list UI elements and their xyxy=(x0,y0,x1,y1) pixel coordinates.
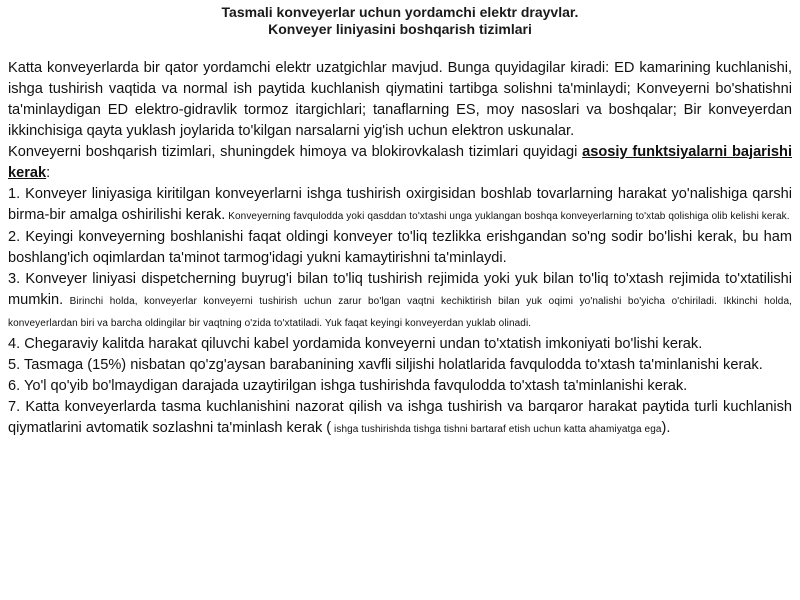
list-item-2-text: 2. Keyingi konveyerning boshlanishi faqat oldingi konveyer to'liq tezlikka erishgandan so'ng sodir bo'lishi kerak, bu ham boshlang'ich oqimlardan ta'minot tarmog'idagi yukni kamaytirishni ta'minlaydi. xyxy=(8,229,792,266)
list-item-3-note: Birinchi holda, konveyerlar konveyerni tushirish uchun zarur bo'lgan vaqtni kechiktirish bilan yuk oqimi yo'nalishi bo'yicha o'chiriladi. Ikkinchi holda, konveyerlardan biri va barcha oldingilar bir vaqtning o'zida to'xtatiladi. Yuk faqat keyingi konveyerdan yuklab olinadi. xyxy=(8,296,792,329)
document-page xyxy=(8,4,792,440)
list-item-7-text: 7. Katta konveyerlarda tasma kuchlanishini nazorat qilish va ishga tushirish va barqaror harakat paytida turli kuchlanish qiymatlarini avtomatik sozlashni ta'minlash kerak ( xyxy=(8,399,792,436)
list-item-6 xyxy=(8,376,792,397)
list-item-7-closing: ). xyxy=(661,420,671,436)
functions-intro-paragraph xyxy=(8,142,792,184)
title-spacer xyxy=(8,38,792,58)
document-title-line-1: Tasmali konveyerlar uchun yordamchi elektr drayvlar. xyxy=(221,4,579,20)
list-item-3 xyxy=(8,269,792,334)
list-item-7-note: ishga tushirishda tishga tishni bartaraf etish uchun katta ahamiyatga ega xyxy=(331,424,662,435)
list-item-5 xyxy=(8,355,792,376)
list-item-6-text: 6. Yo'l qo'yib bo'lmaydigan darajada uzaytirilgan ishga tushirishda favqulodda to'xtash ta'minlanishi kerak. xyxy=(8,378,688,394)
document-title-line-2: Konveyer liniyasini boshqarish tizimlari xyxy=(268,21,532,37)
list-item-1-note: Konveyerning favqulodda yoki qasddan to'xtashi unga yuklangan boshqa konveyerlarning to'xtab qolishiga olib kelishi kerak. xyxy=(225,211,790,222)
functions-intro-text: Konveyerni boshqarish tizimlari, shuningdek himoya va blokirovkalash tizimlari quyidagi xyxy=(8,144,583,160)
intro-paragraph: Katta konveyerlarda bir qator yordamchi elektr uzatgichlar mavjud. Bunga quyidagilar kiradi: ED kamarining kuchlanishi, ishga tushirish vaqtida va normal ish paytida kuchlanish qiymatini tartibga solishni ta'minlaydi; Konveyerni bo'shatishni ta'minlaydigan ED elektro-gidravlik tormoz itargichlari; tanaflarning ES, moy nasoslari va boshqalar; Bir konveyerdan ikkinchisiga qayta yuklash joylarida to'kilgan narsalarni yig'ish uchun elektron uskunalar. xyxy=(8,60,792,139)
list-item-4-text: 4. Chegaraviy kalitda harakat qiluvchi kabel yordamida konveyerni undan to'xtatish imkoniyati bo'lishi kerak. xyxy=(8,336,703,352)
functions-intro-colon: : xyxy=(46,165,51,181)
list-item-1-text: 1. Konveyer liniyasiga kiritilgan konveyerlarni ishga tushirish oxirgisidan boshlab tovarlarning harakat yo'nalishiga qarshi birma-bir amalga oshirilishi kerak. xyxy=(8,186,792,223)
key-functions-phrase: asosiy funktsiyalarni bajarishi kerak xyxy=(8,144,792,181)
list-item-4 xyxy=(8,334,792,355)
list-item-7 xyxy=(8,397,792,440)
list-item-3-text: 3. Konveyer liniyasi dispetcherning buyrug'i bilan to'liq tushirish rejimida yoki yuk bilan to'liq to'xtash rejimida to'xtatilishi mumkin. xyxy=(8,271,792,308)
list-item-5-text: 5. Tasmaga (15%) nisbatan qo'zg'aysan barabanining xavfli siljishi holatlarida favqulodda to'xtash ta'minlanishi kerak. xyxy=(8,357,763,373)
list-item-2 xyxy=(8,227,792,269)
list-item-1 xyxy=(8,184,792,227)
